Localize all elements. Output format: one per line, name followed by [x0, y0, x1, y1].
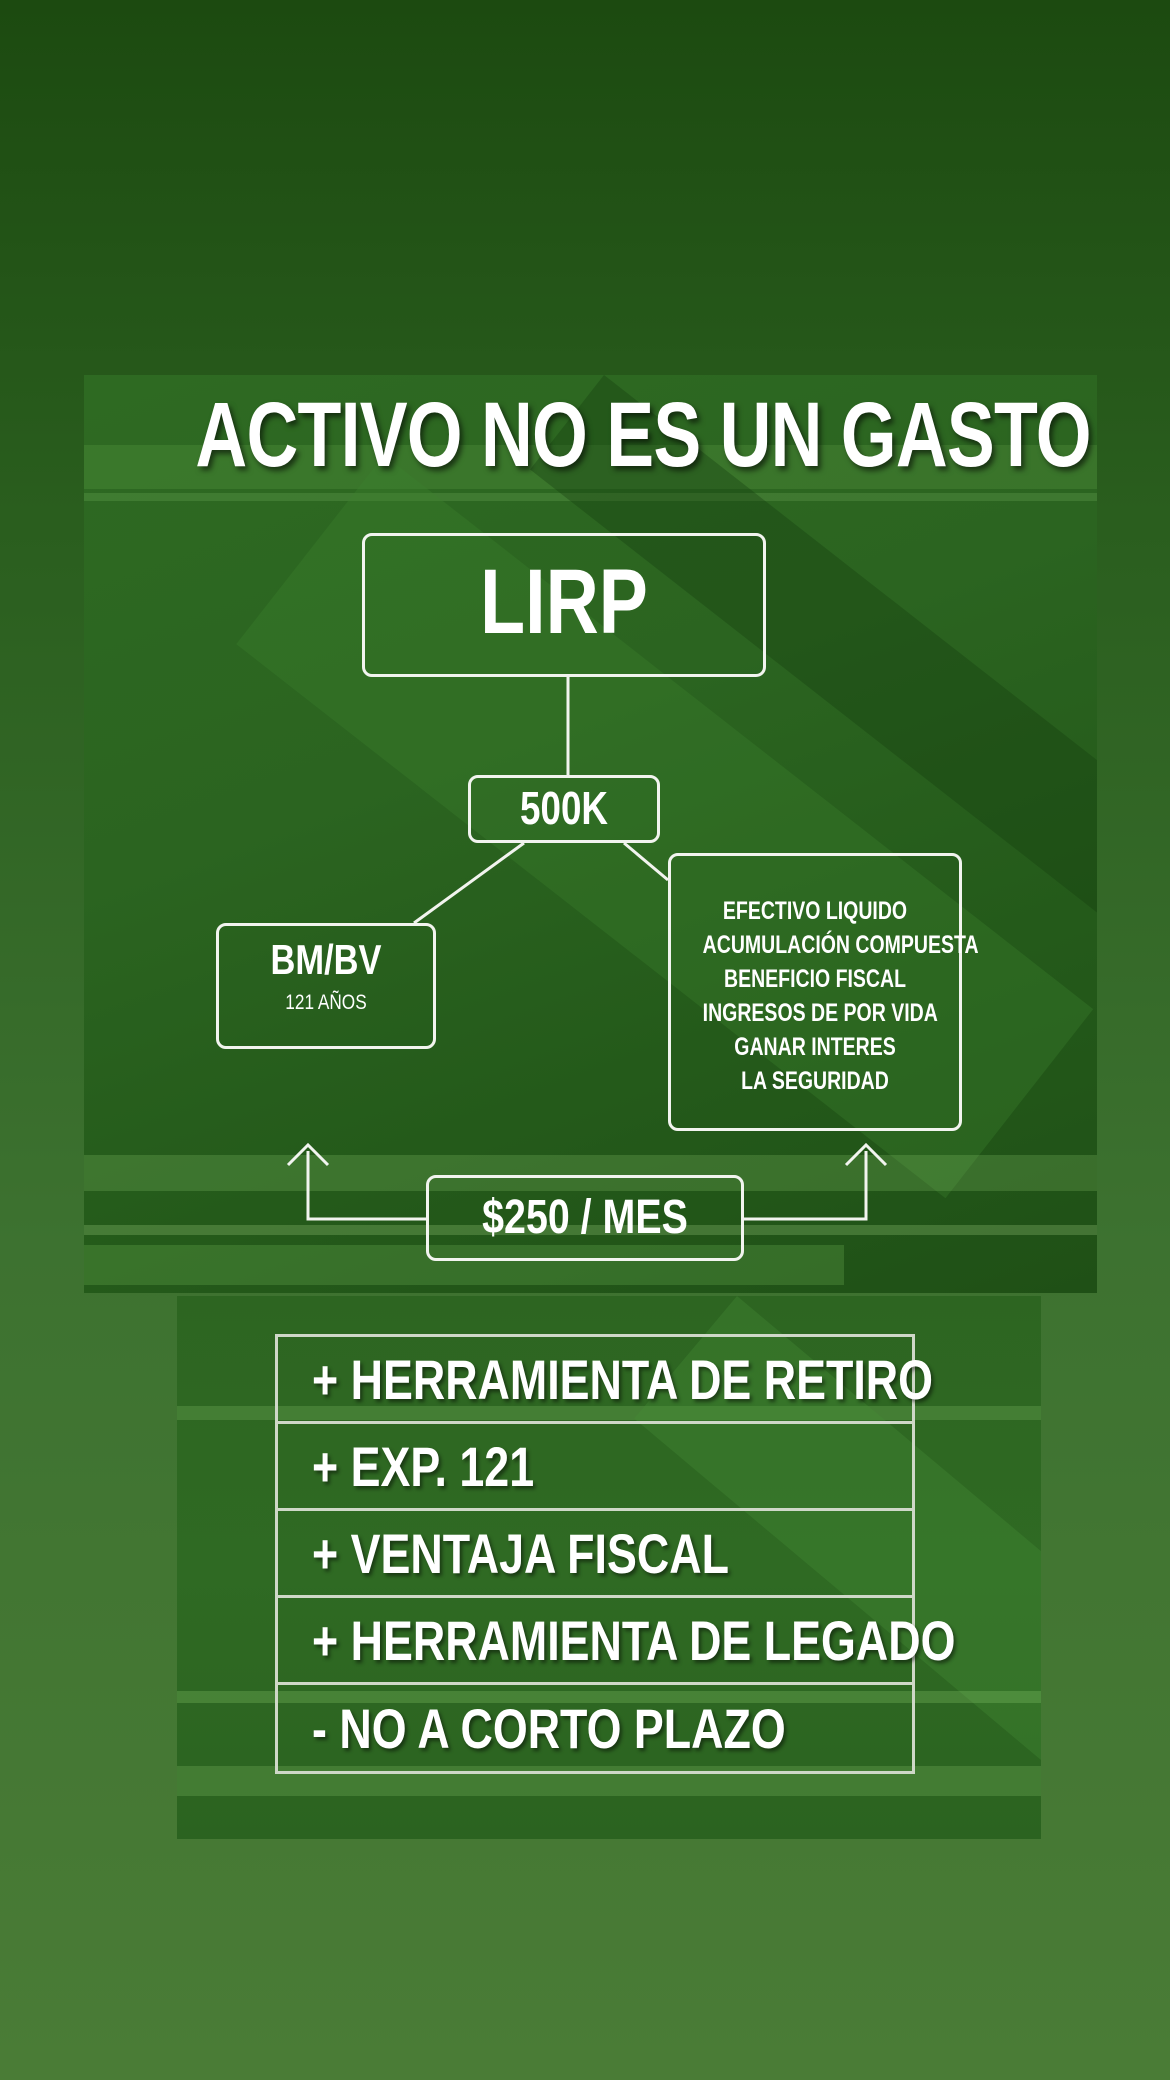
list-item-label: + EXP. 121: [312, 1434, 535, 1498]
list-item-label: - NO A CORTO PLAZO: [312, 1697, 786, 1760]
benefit-item: LA SEGURIDAD: [741, 1067, 889, 1095]
benefit-item: GANAR INTERES: [734, 1033, 896, 1061]
diagram-panel: [84, 375, 1097, 1293]
list-item: [278, 1598, 956, 1685]
left-node-sublabel: 121 AÑOS: [285, 991, 367, 1014]
list-item: [278, 1511, 912, 1598]
amount-label: 500K: [520, 782, 608, 834]
benefit-item: INGRESOS DE POR VIDA: [702, 999, 938, 1027]
root-label: LIRP: [480, 551, 648, 653]
benefit-item: ACUMULACIÓN COMPUESTA: [702, 931, 979, 959]
list-item-label: + VENTAJA FISCAL: [312, 1521, 729, 1585]
connector-amount-right: [624, 843, 668, 880]
payment-label: $250 / MES: [482, 1191, 688, 1244]
root-node: [362, 533, 766, 677]
summary-panel: [177, 1296, 1041, 1839]
summary-list: [275, 1334, 956, 1774]
left-node-label: BM/BV: [270, 936, 382, 983]
page-title: ACTIVO NO ES UN GASTO: [195, 384, 1091, 486]
benefits-node: [668, 853, 979, 1131]
payment-node: [426, 1175, 744, 1261]
list-item-label: + HERRAMIENTA DE LEGADO: [312, 1608, 956, 1672]
list-item: [278, 1685, 912, 1772]
list-item: [278, 1337, 934, 1424]
left-node: [216, 923, 436, 1049]
amount-node: [468, 775, 660, 843]
list-item-label: + HERRAMIENTA DE RETIRO: [312, 1347, 934, 1411]
list-item: [278, 1424, 912, 1511]
connector-amount-left: [414, 843, 524, 923]
benefit-item: BENEFICIO FISCAL: [723, 965, 907, 993]
benefit-item: EFECTIVO LIQUIDO: [722, 897, 908, 925]
